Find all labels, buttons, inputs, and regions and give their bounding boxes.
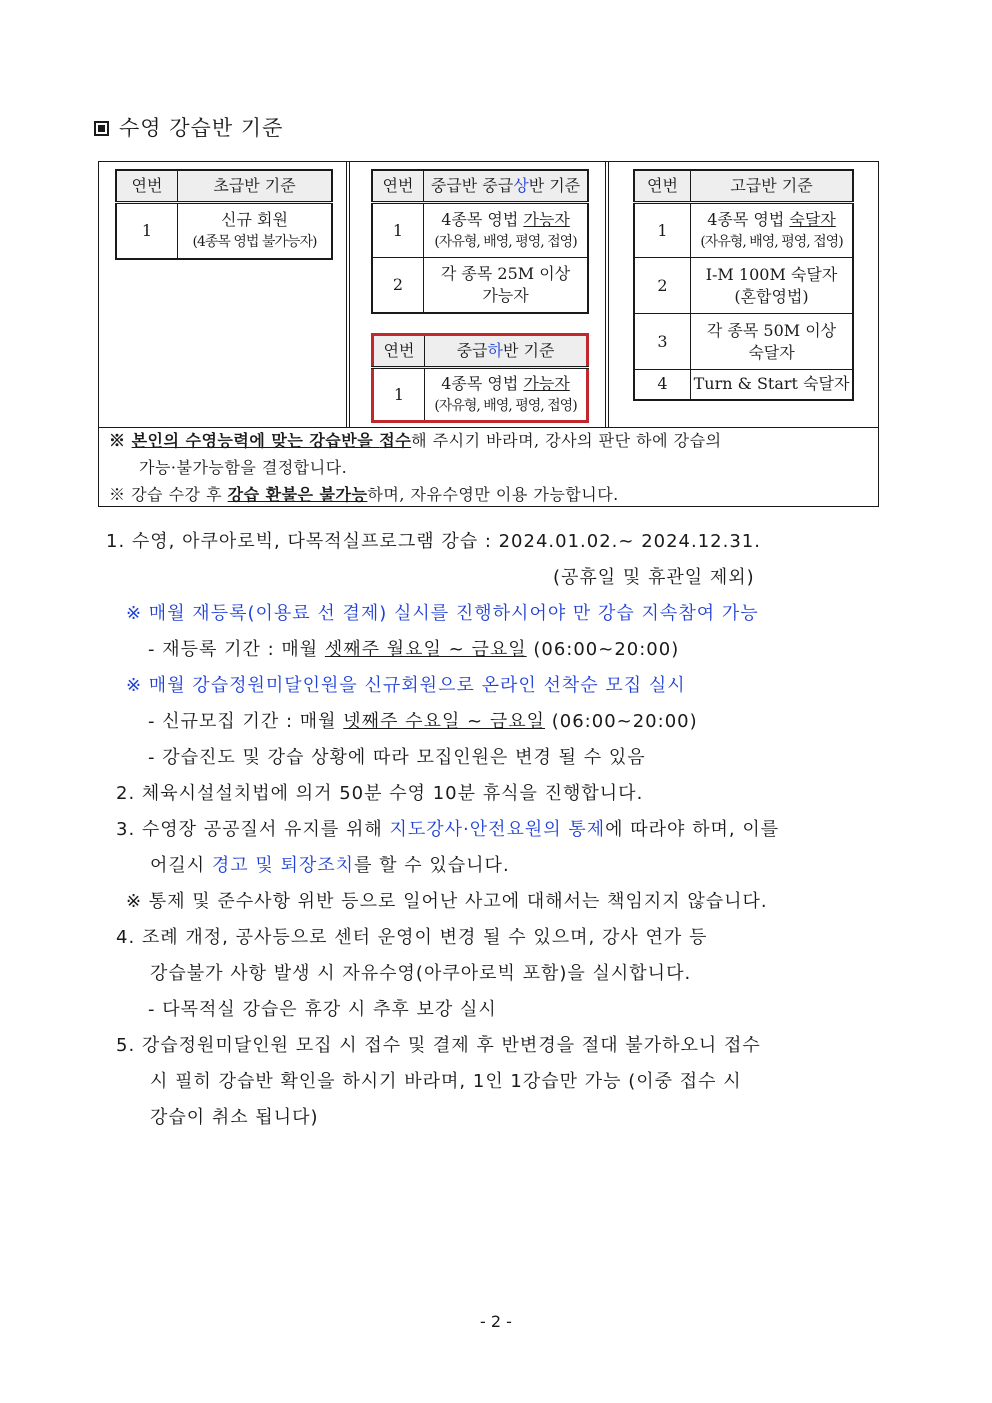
body-line: 3. 수영장 공공질서 유지를 위해 지도강사·안전요원의 통제에 따라야 하며, 이를	[116, 819, 780, 840]
row-criteria: 각 종목 50M 이상 숙달자	[691, 314, 854, 370]
col-header: 연번	[634, 170, 691, 203]
table-row	[634, 314, 853, 370]
col-header: 연번	[373, 335, 425, 368]
row-no: 3	[634, 314, 691, 370]
body-line: 어길시 경고 및 퇴장조치를 할 수 있습니다.	[150, 855, 510, 876]
divider	[605, 162, 609, 428]
col-header: 중급하반 기준	[425, 335, 588, 368]
note-line: ※ 본인의 수영능력에 맞는 강습반을 접수해 주시기 바라며, 강사의 판단 하에 강습의	[109, 431, 722, 450]
body-line: 강습불가 사항 발생 시 자유수영(아쿠아로빅 포함)을 실시합니다.	[150, 963, 692, 984]
note-line: 가능·불가능함을 결정합니다.	[139, 458, 348, 477]
page-number: - 2 -	[480, 1312, 512, 1331]
col-header: 중급반 중급상반 기준	[424, 170, 589, 203]
body-line: - 신규모집 기간 : 매월 넷째주 수요일 ~ 금요일 (06:00~20:00)	[148, 711, 698, 732]
body-line: - 다목적실 강습은 휴강 시 추후 보강 실시	[148, 999, 497, 1020]
body-line: 강습이 취소 됩니다)	[150, 1107, 319, 1128]
body-line: 시 필히 강습반 확인을 하시기 바라며, 1인 1강습만 가능 (이중 접수 시	[150, 1071, 742, 1092]
row-criteria: 신규 회원 (4종목 영법 불가능자)	[178, 203, 333, 259]
body-line: - 강습진도 및 강습 상황에 따라 모집인원은 변경 될 수 있음	[148, 747, 646, 768]
table-row	[116, 203, 332, 259]
row-no: 1	[116, 203, 178, 259]
table-row	[634, 258, 853, 314]
body-line: ※ 매월 재등록(이용료 선 결제) 실시를 진행하시어야 만 강습 지속참여 가능	[126, 603, 759, 624]
table-row	[634, 203, 853, 258]
row-no: 4	[634, 370, 691, 400]
col-header: 초급반 기준	[178, 170, 333, 203]
col-header: 고급반 기준	[691, 170, 854, 203]
square-bullet-icon	[94, 121, 109, 136]
body-line: 5. 강습정원미달인원 모집 시 접수 및 결제 후 반변경을 절대 불가하오니 접수	[116, 1035, 761, 1056]
col-header: 연번	[116, 170, 178, 203]
intermediate-upper-table	[371, 169, 589, 314]
table-row	[372, 258, 588, 313]
heading-text: 수영 강습반 기준	[119, 116, 284, 140]
row-no: 2	[372, 258, 424, 313]
row-criteria: 4종목 영법 가능자 (자유형, 배영, 평영, 접영)	[424, 203, 589, 258]
row-criteria: 각 종목 25M 이상 가능자	[424, 258, 589, 313]
body-line: 4. 조례 개정, 공사등으로 센터 운영이 변경 될 수 있으며, 강사 연가 등	[116, 927, 708, 948]
row-no: 1	[634, 203, 691, 258]
row-criteria: 4종목 영법 숙달자 (자유형, 배영, 평영, 접영)	[691, 203, 854, 258]
row-criteria: I-M 100M 숙달자 (혼합영법)	[691, 258, 854, 314]
note-line: ※ 강습 수강 후 강습 환불은 불가능하며, 자유수영만 이용 가능합니다.	[109, 485, 619, 504]
row-criteria: 4종목 영법 가능자 (자유형, 배영, 평영, 접영)	[425, 368, 588, 422]
beginner-table	[115, 169, 333, 260]
table-row	[372, 203, 588, 258]
divider	[346, 162, 350, 428]
body-line: (공휴일 및 휴관일 제외)	[553, 567, 755, 588]
table-row	[634, 370, 853, 400]
body-line: ※ 통제 및 준수사항 위반 등으로 일어난 사고에 대해서는 책임지지 않습니다.	[126, 891, 768, 912]
advanced-table	[633, 169, 854, 401]
row-no: 1	[373, 368, 425, 422]
body-line: ※ 매월 강습정원미달인원을 신규회원으로 온라인 선착순 모집 실시	[126, 675, 686, 696]
section-heading	[94, 112, 283, 142]
row-no: 2	[634, 258, 691, 314]
table-row	[373, 368, 588, 422]
body-line: 1. 수영, 아쿠아로빅, 다목적실프로그램 강습 : 2024.01.02.~ 2024.12.31.	[106, 531, 761, 552]
col-header: 연번	[372, 170, 424, 203]
body-line: 2. 체육시설설치법에 의거 50분 수영 10분 휴식을 진행합니다.	[116, 783, 644, 804]
row-criteria: Turn & Start 숙달자	[691, 370, 854, 400]
row-no: 1	[372, 203, 424, 258]
intermediate-lower-table	[371, 333, 589, 423]
class-criteria-frame	[98, 161, 879, 507]
body-line: - 재등록 기간 : 매월 셋째주 월요일 ~ 금요일 (06:00~20:00)	[148, 639, 680, 660]
